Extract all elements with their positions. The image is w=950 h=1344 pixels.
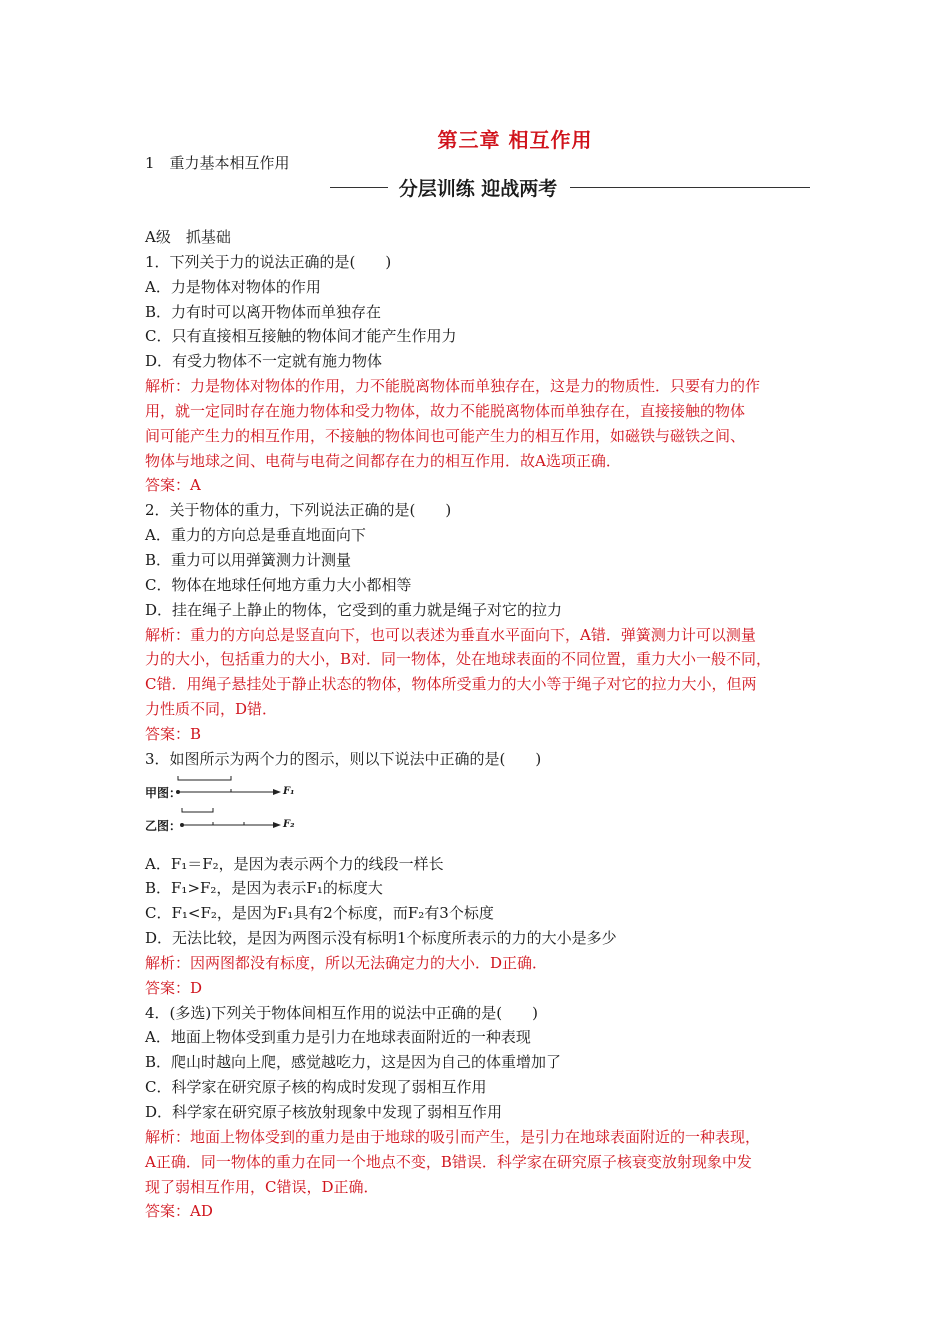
scale-bracket-b — [182, 808, 213, 812]
analysis-line: A正确．同一物体的重力在同一个地点不变，B错误．科学家在研究原子核衰变放射现象中发 — [145, 1152, 752, 1171]
section-title: 1 重力基本相互作用 — [145, 154, 290, 172]
question-stem: 1．下列关于力的说法正确的是( ) — [145, 252, 392, 271]
analysis-line: 物体与地球之间、电荷与电荷之间都存在力的相互作用．故A选项正确． — [145, 451, 621, 470]
analysis-line: 解析：因两图都没有标度，所以无法确定力的大小．D正确． — [145, 953, 548, 972]
option: D．有受力物体不一定就有施力物体 — [145, 352, 383, 371]
option: A．重力的方向总是垂直地面向下 — [145, 526, 366, 545]
analysis-line: 解析：重力的方向总是竖直向下，也可以表述为垂直水平面向下，A错．弹簧测力计可以测量 — [145, 625, 756, 644]
analysis-label: 解析： — [145, 953, 191, 972]
force-label-a: F₁ — [283, 785, 295, 797]
option: A．力是物体对物体的作用 — [145, 277, 321, 296]
arrowhead-a — [273, 789, 281, 795]
option: A．地面上物体受到重力是引力在地球表面附近的一种表现 — [145, 1028, 531, 1047]
analysis-label: 解析： — [145, 377, 191, 396]
chapter-title: 第三章 相互作用 — [437, 128, 593, 152]
banner-rule-right — [570, 187, 810, 188]
force-diagram — [145, 772, 815, 852]
analysis-line: 力的大小，包括重力的大小，B对．同一物体，处在地球表面的不同位置，重力大小一般不同， — [145, 650, 772, 669]
answer: 答案：D — [145, 978, 203, 997]
answer: 答案：B — [145, 724, 202, 743]
option: D．科学家在研究原子核放射现象中发现了弱相互作用 — [145, 1103, 503, 1121]
answer: 答案：AD — [145, 1202, 213, 1221]
option: C．物体在地球任何地方重力大小都相等 — [145, 575, 412, 594]
level-heading: A级 抓基础 — [145, 228, 231, 246]
analysis-line: 解析：力是物体对物体的作用，力不能脱离物体而单独存在，这是力的物质性．只要有力的作 — [145, 377, 761, 396]
analysis-label: 解析： — [145, 1127, 191, 1146]
analysis-line: 用，就一定同时存在施力物体和受力物体，故力不能脱离物体而单独存在，直接接触的物体 — [145, 401, 746, 420]
analysis-label: 解析： — [145, 625, 191, 644]
analysis-line: C错．用绳子悬挂处于静止状态的物体，物体所受重力的大小等于绳子对它的拉力大小，但两 — [145, 675, 757, 694]
force-label-b: F₂ — [283, 818, 295, 830]
option: C．F₁<F₂，是因为F₁具有2个标度，而F₂有3个标度 — [145, 904, 494, 923]
section-banner — [330, 174, 810, 200]
option: B．力有时可以离开物体而单独存在 — [145, 302, 382, 321]
banner-text: 分层训练 迎战两考 — [398, 178, 558, 200]
analysis-line: 力性质不同，D错． — [145, 700, 278, 719]
analysis-line: 间可能产生力的相互作用，不接触的物体间也可能产生力的相互作用，如磁铁与磁铁之间、 — [145, 426, 746, 445]
answer: 答案：A — [145, 476, 201, 495]
option: C．只有直接相互接触的物体间才能产生作用力 — [145, 327, 457, 346]
question-stem: 4．(多选)下列关于物体间相互作用的说法中正确的是( ) — [145, 1003, 538, 1022]
option: D．挂在绳子上静止的物体，它受到的重力就是绳子对它的拉力 — [145, 600, 563, 619]
option: B．重力可以用弹簧测力计测量 — [145, 550, 352, 569]
banner-rule-left — [330, 187, 388, 188]
option: A．F₁＝F₂，是因为表示两个力的线段一样长 — [145, 854, 444, 873]
content — [145, 225, 815, 1224]
question-stem: 2．关于物体的重力，下列说法正确的是( ) — [145, 501, 452, 520]
figure-label-a: 甲图： — [145, 785, 182, 800]
arrowhead-b — [273, 822, 281, 828]
scale-bracket-a — [178, 776, 231, 780]
figure-label-b: 乙图： — [145, 818, 182, 833]
option: B．爬山时越向上爬，感觉越吃力，这是因为自己的体重增加了 — [145, 1053, 562, 1072]
option: D．无法比较，是因为两图示没有标明1个标度所表示的力的大小是多少 — [145, 929, 617, 948]
option: B．F₁>F₂，是因为表示F₁的标度大 — [145, 879, 383, 898]
analysis-line: 现了弱相互作用，C错误，D正确． — [145, 1177, 379, 1196]
question-stem: 3．如图所示为两个力的图示，则以下说法中正确的是( ) — [145, 749, 542, 768]
analysis-line: 解析：地面上物体受到的重力是由于地球的吸引而产生，是引力在地球表面附近的一种表现， — [145, 1127, 761, 1146]
option: C．科学家在研究原子核的构成时发现了弱相互作用 — [145, 1078, 487, 1097]
